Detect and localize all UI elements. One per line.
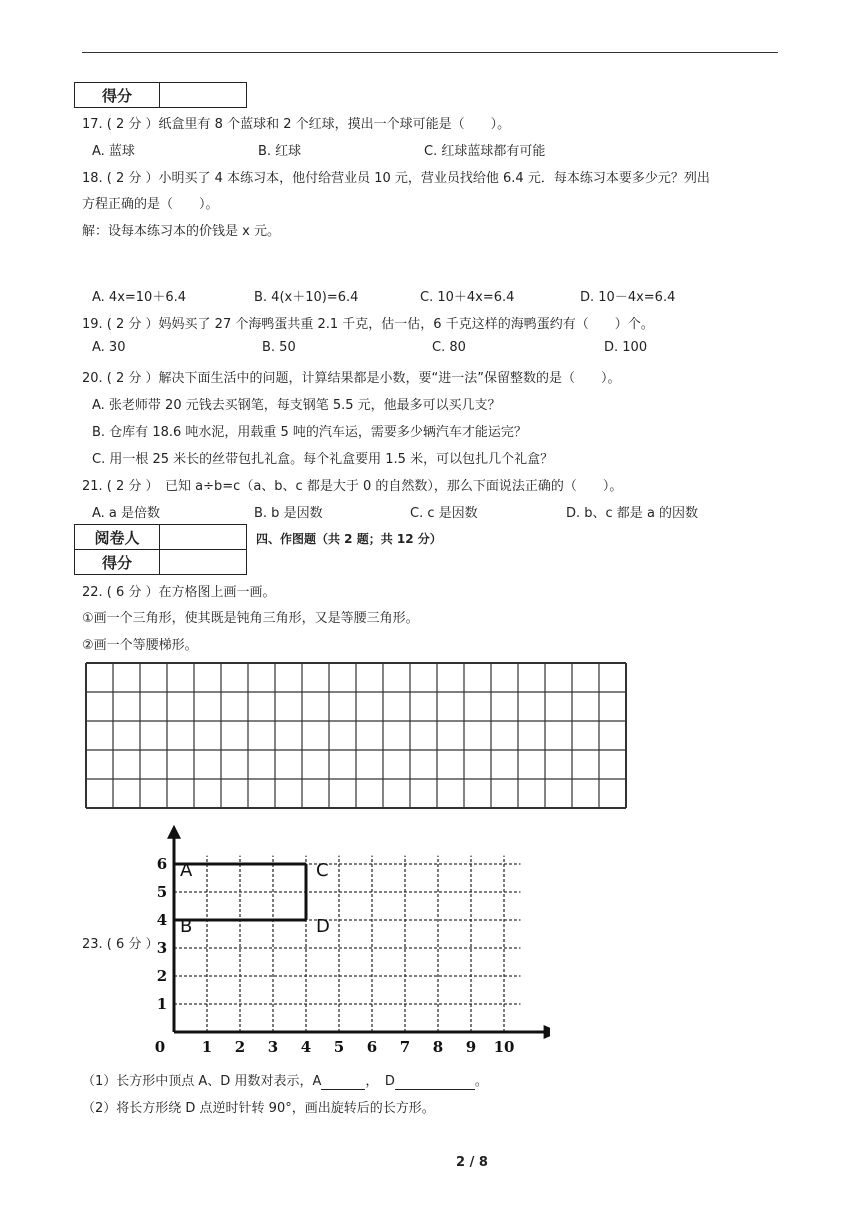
q23-sub1-text-c: 。 bbox=[474, 1074, 488, 1089]
x-tick-label: 1 bbox=[201, 1038, 213, 1056]
q23-label: 23. ( 6 分 ） bbox=[82, 937, 159, 952]
x-axis-arrow-icon bbox=[544, 1025, 550, 1039]
q19-option-b[interactable]: B. 50 bbox=[262, 340, 296, 355]
y-tick-label: 4 bbox=[156, 911, 168, 929]
x-tick-label: 2 bbox=[234, 1038, 246, 1056]
header-rule bbox=[82, 52, 778, 53]
q20-option-c[interactable]: C. 用一根 25 米长的丝带包扎礼盒。每个礼盒要用 1.5 米，可以包扎几个礼盒？ bbox=[92, 452, 554, 467]
vertex-label: C bbox=[316, 860, 329, 881]
y-tick-label: 2 bbox=[156, 967, 168, 985]
x-tick-label: 9 bbox=[465, 1038, 477, 1056]
score-blank-cell[interactable] bbox=[160, 550, 247, 575]
score-label: 得分 bbox=[75, 550, 160, 575]
x-tick-label: 4 bbox=[300, 1038, 312, 1056]
q19-option-a[interactable]: A. 30 bbox=[92, 340, 126, 355]
y-tick-label: 6 bbox=[156, 855, 168, 873]
answer-blank-a[interactable] bbox=[321, 1074, 365, 1090]
x-tick-label: 3 bbox=[267, 1038, 279, 1056]
x-tick-label: 0 bbox=[154, 1038, 166, 1056]
q17-stem: 17. ( 2 分 ）纸盒里有 8 个蓝球和 2 个红球，摸出一个球可能是（ ）。 bbox=[82, 117, 511, 132]
q22-item-1: ①画一个三角形，使其既是钝角三角形，又是等腰三角形。 bbox=[82, 611, 419, 626]
x-tick-label: 10 bbox=[493, 1038, 515, 1056]
reviewer-score-box bbox=[74, 524, 247, 575]
x-tick-label: 7 bbox=[399, 1038, 411, 1056]
q18-stem-line1: 18. ( 2 分 ）小明买了 4 本练习本，他付给营业员 10 元，营业员找给他 6.4 元．每本练习本要多少元？列出 bbox=[82, 171, 710, 186]
score-box bbox=[74, 82, 247, 108]
x-tick-label: 8 bbox=[432, 1038, 444, 1056]
q20-option-a[interactable]: A. 张老师带 20 元钱去买钢笔，每支钢笔 5.5 元，他最多可以买几支？ bbox=[92, 398, 501, 413]
q18-option-a[interactable]: A. 4x=10＋6.4 bbox=[92, 290, 187, 305]
q19-option-d[interactable]: D. 100 bbox=[604, 340, 648, 355]
q22-item-2: ②画一个等腰梯形。 bbox=[82, 638, 198, 653]
section-title: 四、作图题（共 2 题；共 12 分） bbox=[256, 532, 442, 546]
answer-blank-d[interactable] bbox=[395, 1074, 475, 1090]
q23-sub2: （2）将长方形绕 D 点逆时针转 90°，画出旋转后的长方形。 bbox=[82, 1101, 435, 1116]
q23-sub1-text-b: ， D bbox=[365, 1074, 395, 1089]
q23-sub1 bbox=[82, 1070, 488, 1090]
q21-stem: 21. ( 2 分 ） 已知 a÷b=c（a、b、c 都是大于 0 的自然数），那么下面说法正确的（ ）。 bbox=[82, 479, 623, 494]
y-tick-label: 3 bbox=[156, 939, 168, 957]
q21-option-c[interactable]: C. c 是因数 bbox=[410, 506, 478, 521]
q18-option-b[interactable]: B. 4(x＋10)=6.4 bbox=[254, 290, 359, 305]
page-number: 2 / 8 bbox=[456, 1155, 488, 1170]
reviewer-label: 阅卷人 bbox=[75, 525, 160, 550]
q20-stem: 20. ( 2 分 ）解决下面生活中的问题，计算结果都是小数，要“进一法”保留整数的是（ ）。 bbox=[82, 371, 621, 386]
q18-option-c[interactable]: C. 10＋4x=6.4 bbox=[420, 290, 515, 305]
vertex-label: D bbox=[316, 916, 330, 937]
q23-sub1-text-a: （1）长方形中顶点 A、D 用数对表示，A bbox=[82, 1074, 322, 1089]
q18-stem-line2: 方程正确的是（ ）。 bbox=[82, 197, 219, 212]
q21-option-b[interactable]: B. b 是因数 bbox=[254, 506, 323, 521]
y-tick-label: 5 bbox=[156, 883, 168, 901]
q17-option-c[interactable]: C. 红球蓝球都有可能 bbox=[424, 144, 546, 159]
q19-option-c[interactable]: C. 80 bbox=[432, 340, 466, 355]
reviewer-blank-cell[interactable] bbox=[160, 525, 247, 550]
y-tick-label: 1 bbox=[156, 995, 168, 1013]
vertex-label: B bbox=[180, 916, 193, 937]
q18-solution: 解：设每本练习本的价钱是 x 元。 bbox=[82, 224, 280, 239]
q19-stem: 19. ( 2 分 ）妈妈买了 27 个海鸭蛋共重 2.1 千克，估一估，6 千克这样的海鸭蛋约有（ ）个。 bbox=[82, 317, 654, 332]
q17-option-b[interactable]: B. 红球 bbox=[258, 144, 302, 159]
q20-option-b[interactable]: B. 仓库有 18.6 吨水泥，用载重 5 吨的汽车运，需要多少辆汽车才能运完？ bbox=[92, 425, 527, 440]
vertex-label: A bbox=[180, 860, 193, 881]
x-tick-label: 6 bbox=[366, 1038, 378, 1056]
score-label: 得分 bbox=[75, 83, 160, 108]
y-axis-arrow-icon bbox=[167, 825, 181, 839]
q21-option-a[interactable]: A. a 是倍数 bbox=[92, 506, 161, 521]
square-grid[interactable] bbox=[84, 661, 628, 809]
q18-option-d[interactable]: D. 10－4x=6.4 bbox=[580, 290, 676, 305]
q21-option-d[interactable]: D. b、c 都是 a 的因数 bbox=[566, 506, 699, 521]
q22-stem: 22. ( 6 分 ）在方格图上画一画。 bbox=[82, 585, 276, 600]
x-tick-label: 5 bbox=[333, 1038, 345, 1056]
score-blank-cell[interactable] bbox=[160, 83, 247, 108]
q17-option-a[interactable]: A. 蓝球 bbox=[92, 144, 135, 159]
coordinate-graph[interactable] bbox=[150, 818, 550, 1058]
